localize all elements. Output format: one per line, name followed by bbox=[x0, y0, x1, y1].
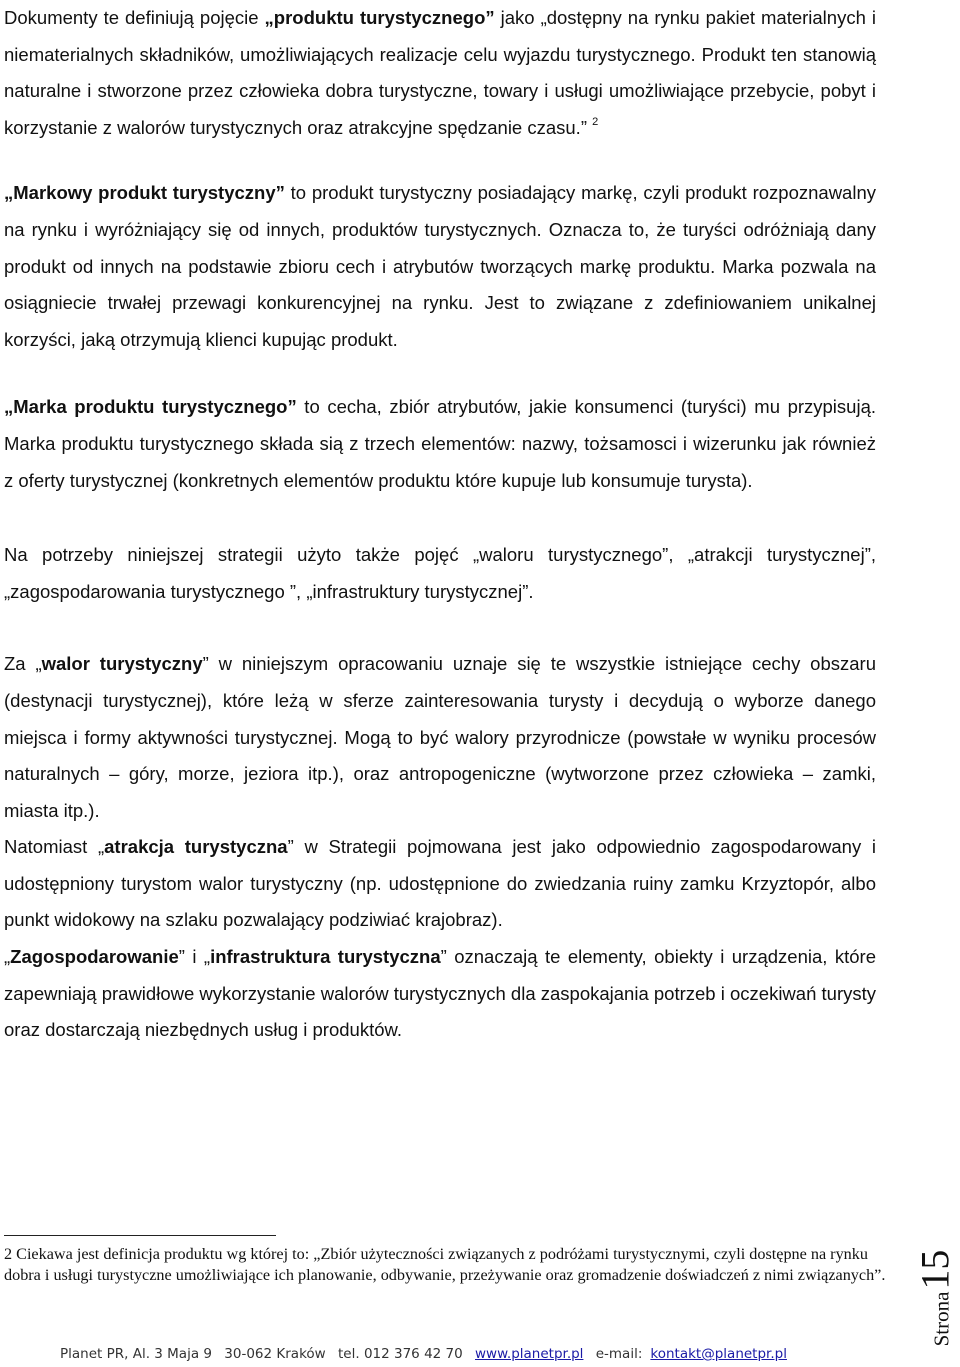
footnote: 2 Ciekawa jest definicja produktu wg której to: „Zbiór użyteczności związanych z podróżami turystycznymi, czyli dostępne na rynku dobra i usługi turystyczne umożliwiające ich planowanie, odbywanie, przeżywanie oraz gromadzenie doświadczeń z nimi związanych”. bbox=[4, 1245, 886, 1284]
page-number: 15 bbox=[912, 1249, 958, 1290]
bold-term: infrastruktura turystyczna bbox=[210, 946, 441, 968]
footer-company: Planet PR, Al. 3 Maja 9 bbox=[60, 1346, 212, 1362]
text: ” i „ bbox=[178, 946, 211, 968]
footer-email-label: e-mail: bbox=[595, 1346, 643, 1362]
bold-term: „Markowy produkt turystyczny” bbox=[4, 182, 285, 204]
bold-term: walor turystyczny bbox=[41, 653, 203, 675]
text: to produkt turystyczny posiadający markę, czyli produkt rozpoznawalny na rynku i wyróżniający się od innych, produktów turystycznych. Oznacza to, że turyści odróżniają dany produkt od innych na podstawie zbioru cech i atrybutów tworzących markę produktu. Marka pozwala na osiągniecie trwałej przewagi konkurencyjnej na rynku. Jest to związane z zdefiniowaniem unikalnej korzyści, jaką otrzymują klienci kupując produkt. bbox=[4, 182, 876, 350]
bold-term: Zagospodarowanie bbox=[10, 946, 179, 968]
paragraph-terms-intro bbox=[4, 537, 876, 610]
bold-term: atrakcja turystyczna bbox=[104, 836, 288, 858]
paragraph-product-brand bbox=[4, 389, 876, 499]
text: Dokumenty te definiują pojęcie bbox=[4, 7, 265, 28]
page-number-block bbox=[910, 1230, 960, 1365]
footer-website-link[interactable]: www.planetpr.pl bbox=[475, 1346, 584, 1362]
paragraph-brand-product bbox=[4, 175, 876, 358]
document-body bbox=[4, 0, 876, 1049]
footnote-ref: 2 bbox=[592, 115, 599, 128]
paragraph-tourist-value bbox=[4, 646, 876, 829]
footer-postal: 30-062 Kraków bbox=[224, 1346, 326, 1362]
footer-phone: tel. 012 376 42 70 bbox=[338, 1346, 463, 1362]
text: ” oznaczają te elementy, obiekty i urządzenia, które zapewniają prawidłowe wykorzystanie walorów turystycznych dla zaspokajania potrzeb i oczekiwań turysty oraz dostarczają niezbędnych usług i produktów. bbox=[4, 946, 876, 1041]
text: ” w niniejszym opracowaniu uznaje się te wszystkie istniejące cechy obszaru (destynacji turystycznej), które leżą w sferze zainteresowania turysty i decydują o wyborze danego miejsca i formy aktywności turystycznej. Mogą to być walory przyrodnicze (powstałe w wyniku procesów naturalnych – góry, morze, jeziora itp.), oraz antropogeniczne (wytworzone przez człowieka – zamki, miasta itp.). bbox=[4, 653, 876, 821]
paragraph-product-definition bbox=[4, 0, 876, 146]
text: Za „ bbox=[4, 653, 42, 675]
page-label: Strona bbox=[929, 1291, 954, 1346]
text: Na potrzeby niniejszej strategii użyto także pojęć „waloru turystycznego”, „atrakcji turystycznej”, „zagospodarowania turystycznego ”, „infrastruktury turystycznej”. bbox=[4, 544, 876, 602]
paragraph-tourist-attraction bbox=[4, 829, 876, 939]
footnote-divider bbox=[4, 1235, 276, 1236]
text: jako „dostępny na rynku pakiet materialnych i niematerialnych składników, umożliwiających realizacje celu wyjazdu turystycznego. Produkt ten stanowią naturalne i stworzone przez człowieka dobra turystyczne, towary i usługi umożliwiające przebycie, pobyt i korzystanie z walorów turystycznych oraz atrakcyjne spędzanie czasu.” bbox=[4, 7, 876, 138]
paragraph-infrastructure bbox=[4, 939, 876, 1049]
page-footer bbox=[60, 1346, 880, 1362]
text: ” w Strategii pojmowana jest jako odpowiednio zagospodarowany i udostępniony turystom walor turystyczny (np. udostępnione do zwiedzania ruiny zamku Krzyztopór, albo punkt widokowy na szlaku pozwalający podziwiać krajobraz). bbox=[4, 836, 877, 931]
bold-term: „Marka produktu turystycznego” bbox=[4, 396, 297, 418]
footer-email-link[interactable]: kontakt@planetpr.pl bbox=[650, 1346, 787, 1362]
text: Natomiast „ bbox=[4, 836, 105, 858]
text: „ bbox=[4, 946, 11, 968]
text: to cecha, zbiór atrybutów, jakie konsumenci (turyści) mu przypisują. Marka produktu turystycznego składa sią z trzech elementów: nazwy, tożsamosci i wizerunku jak również z oferty turystycznej (konkretnych elementów produktu które kupuje lub konsumuje turysta). bbox=[4, 396, 876, 491]
bold-term: „produktu turystycznego” bbox=[264, 7, 495, 28]
